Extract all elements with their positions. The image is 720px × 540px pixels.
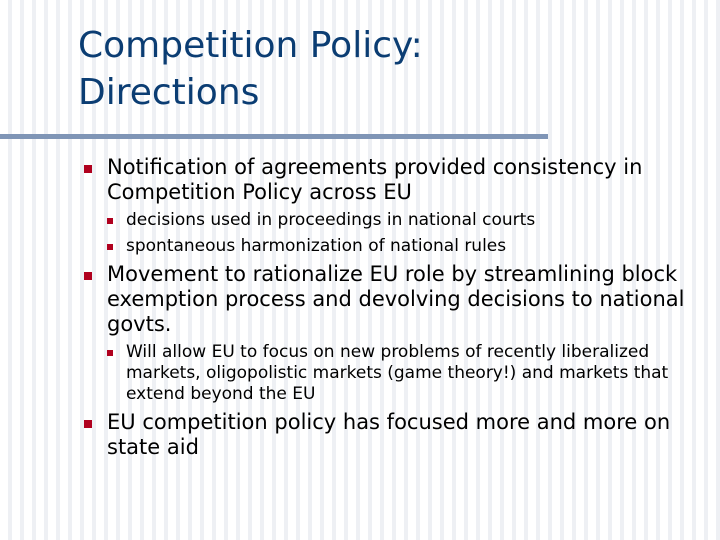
sub-bullet-item-1-1 — [107, 210, 706, 231]
bullet-item-2-text: Movement to rationalize EU role by streamlining block exemption process and devolving decisions to national govts. — [107, 262, 685, 336]
square-bullet-icon — [107, 244, 113, 250]
slide-title-line-2: Directions — [78, 72, 260, 113]
title-underline-rule — [0, 134, 548, 139]
sub-bullet-item-1-2-text: spontaneous harmonization of national rules — [126, 236, 507, 256]
bullet-list — [84, 155, 706, 460]
square-bullet-icon — [107, 218, 113, 224]
sub-bullet-item-2-1 — [107, 342, 706, 405]
bullet-item-3 — [84, 410, 706, 460]
square-bullet-icon — [84, 165, 92, 173]
slide-body — [84, 155, 706, 465]
square-bullet-icon — [107, 350, 113, 356]
slide-title — [78, 22, 678, 116]
square-bullet-icon — [84, 420, 92, 428]
bullet-item-1 — [84, 155, 706, 257]
sub-bullet-item-2-1-text: Will allow EU to focus on new problems of recently liberalized markets, oligopolistic markets (game theory!) and markets that extend beyond the EU — [126, 342, 669, 404]
sub-bullet-item-1-2 — [107, 236, 706, 257]
slide-title-line-1: Competition Policy: — [78, 25, 423, 66]
bullet-item-2 — [84, 262, 706, 405]
bullet-item-3-text: EU competition policy has focused more and more on state aid — [107, 410, 671, 459]
square-bullet-icon — [84, 272, 92, 280]
sub-bullet-list-1 — [107, 210, 706, 257]
sub-bullet-list-2 — [107, 342, 706, 405]
bullet-item-1-text: Notification of agreements provided consistency in Competition Policy across EU — [107, 155, 643, 204]
sub-bullet-item-1-1-text: decisions used in proceedings in national courts — [126, 210, 536, 230]
